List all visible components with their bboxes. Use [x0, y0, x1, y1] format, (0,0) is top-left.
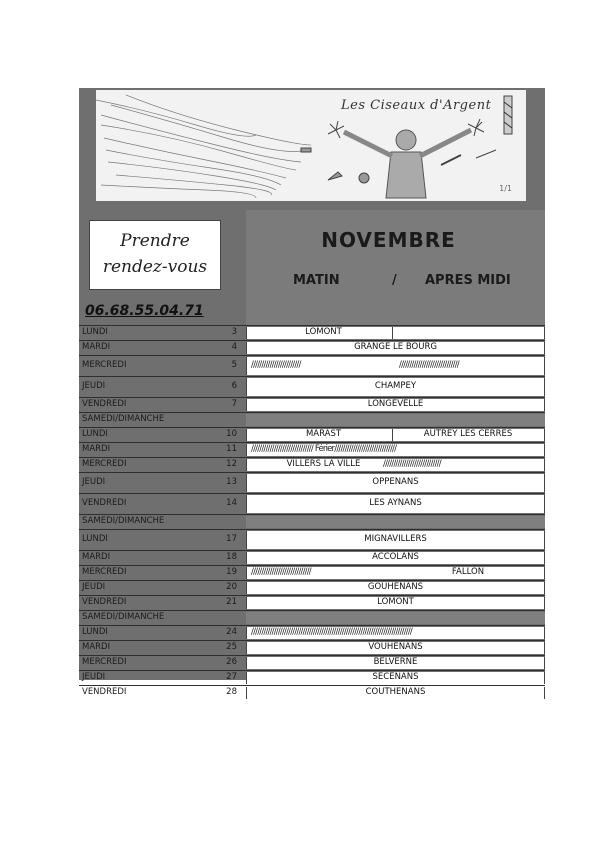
location-cell — [246, 357, 545, 375]
barber-pole-icon — [504, 96, 512, 134]
location-full-day: BELVERNE — [373, 657, 418, 667]
column-header-matin: MATIN — [293, 273, 340, 288]
location-full-day: GRANGE LE BOURG — [354, 342, 437, 352]
schedule-row — [79, 655, 545, 670]
location-morning: LOMONT — [305, 327, 342, 337]
location-cell — [246, 552, 545, 564]
day-number: 10 — [226, 429, 237, 439]
location-cell — [246, 495, 545, 513]
schedule-row — [79, 325, 545, 340]
day-label: SAMEDI/DIMANCHE — [82, 414, 165, 424]
day-label: JEUDI — [82, 672, 106, 682]
closed-afternoon-hatch: //////////////////////////// — [383, 459, 441, 469]
location-cell — [246, 342, 545, 354]
banner-title: Les Ciseaux d'Argent — [341, 98, 492, 113]
day-label: VENDREDI — [82, 498, 127, 508]
location-morning: VILLERS LA VILLE — [286, 459, 361, 469]
schedule-row — [79, 565, 545, 580]
location-cell — [246, 459, 545, 471]
day-number: 21 — [226, 597, 237, 607]
day-number: 13 — [226, 477, 237, 487]
day-label: JEUDI — [82, 477, 106, 487]
day-label: VENDREDI — [82, 687, 127, 697]
day-number: 5 — [231, 360, 237, 370]
day-label: MERCREDI — [82, 567, 127, 577]
booking-box[interactable] — [89, 220, 221, 290]
location-full-day: GOUHENANS — [367, 582, 424, 592]
schedule-row — [79, 397, 545, 412]
day-label: MARDI — [82, 342, 111, 352]
month-title: NOVEMBRE — [321, 228, 456, 252]
location-cell — [246, 531, 545, 549]
banner-code: 1/1 — [499, 184, 512, 193]
salon-banner — [96, 90, 526, 201]
closed-day-hatch: ////////////////////////////// Férier////////////////////////////// — [251, 444, 397, 454]
location-cell — [246, 516, 545, 528]
schedule-row — [79, 640, 545, 655]
location-cell — [246, 429, 545, 441]
day-number: 20 — [226, 582, 237, 592]
location-cell — [246, 642, 545, 654]
day-number: 24 — [226, 627, 237, 637]
day-number: 28 — [226, 687, 237, 697]
day-label: SAMEDI/DIMANCHE — [82, 612, 165, 622]
schedule-row — [79, 580, 545, 595]
day-label: LUNDI — [82, 327, 108, 337]
weekend-row — [79, 412, 545, 427]
location-full-day: MIGNAVILLERS — [364, 534, 427, 544]
day-number: 7 — [231, 399, 237, 409]
location-cell — [246, 399, 545, 411]
location-full-day: COUTHENANS — [365, 687, 426, 697]
schedule-table — [79, 325, 545, 700]
day-label: JEUDI — [82, 582, 106, 592]
closed-afternoon-hatch: ///////////////////////////// — [399, 360, 459, 370]
day-number: 27 — [226, 672, 237, 682]
schedule-row — [79, 529, 545, 550]
figure-icon — [344, 130, 471, 198]
location-cell — [246, 612, 545, 624]
day-label: JEUDI — [82, 381, 106, 391]
day-label: LUNDI — [82, 627, 108, 637]
location-cell — [246, 378, 545, 396]
day-label: MARDI — [82, 444, 111, 454]
day-number: 3 — [231, 327, 237, 337]
location-cell — [246, 444, 545, 456]
booking-text-line2: rendez-vous — [102, 257, 208, 277]
column-header-apres-midi: APRES MIDI — [425, 273, 511, 288]
day-label: MERCREDI — [82, 657, 127, 667]
booking-text-line1: Prendre — [120, 231, 190, 251]
day-number: 17 — [226, 534, 237, 544]
schedule-row — [79, 427, 545, 442]
location-full-day: ACCOLANS — [372, 552, 419, 562]
weekend-row — [79, 514, 545, 529]
location-full-day: VOUHENANS — [368, 642, 423, 652]
day-number: 26 — [226, 657, 237, 667]
day-number: 19 — [226, 567, 237, 577]
location-cell — [246, 657, 545, 669]
schedule-row — [79, 340, 545, 355]
schedule-row — [79, 472, 545, 493]
location-full-day: LOMONT — [377, 597, 414, 607]
day-label: VENDREDI — [82, 399, 127, 409]
day-number: 11 — [226, 444, 237, 454]
day-number: 14 — [226, 498, 237, 508]
location-cell — [246, 567, 545, 579]
location-morning: MARAST — [305, 429, 342, 439]
schedule-row — [79, 355, 545, 376]
schedule-row — [79, 493, 545, 514]
location-full-day: SECENANS — [372, 672, 419, 682]
day-number: 6 — [231, 381, 237, 391]
closed-morning-hatch: ///////////////////////////// — [251, 567, 311, 577]
schedule-row — [79, 625, 545, 640]
day-label: LUNDI — [82, 429, 108, 439]
schedule-row — [79, 595, 545, 610]
schedule-row — [79, 442, 545, 457]
location-afternoon: FALLON — [451, 567, 485, 577]
day-label: MERCREDI — [82, 459, 127, 469]
location-full-day: LES AYNANS — [369, 498, 422, 508]
location-full-day: CHAMPEY — [374, 381, 417, 391]
schedule-row — [79, 550, 545, 565]
day-label: MARDI — [82, 552, 111, 562]
schedule-row — [79, 457, 545, 472]
location-cell — [246, 627, 545, 639]
location-cell — [246, 597, 545, 609]
location-cell — [246, 672, 545, 684]
day-label: MARDI — [82, 642, 111, 652]
day-number: 18 — [226, 552, 237, 562]
location-cell — [246, 414, 545, 426]
location-cell — [246, 327, 545, 339]
day-number: 25 — [226, 642, 237, 652]
column-header-separator: / — [392, 273, 397, 288]
location-cell — [246, 474, 545, 492]
day-label: MERCREDI — [82, 360, 127, 370]
day-label: SAMEDI/DIMANCHE — [82, 516, 165, 526]
closed-morning-hatch: //////////////////////// — [251, 360, 301, 370]
day-number: 12 — [226, 459, 237, 469]
day-label: VENDREDI — [82, 597, 127, 607]
location-full-day: LONGEVELLE — [367, 399, 424, 409]
location-afternoon: AUTREY LES CERRES — [423, 429, 513, 439]
location-cell — [246, 582, 545, 594]
day-label: LUNDI — [82, 534, 108, 544]
schedule-row — [79, 670, 545, 685]
weekend-row — [79, 610, 545, 625]
schedule-row — [79, 685, 545, 700]
cell-divider — [392, 327, 393, 339]
location-cell — [246, 687, 545, 699]
day-number: 4 — [231, 342, 237, 352]
closed-day-hatch: ////////////////////////////////////////////////////////////////////////////// — [251, 627, 412, 637]
phone-number[interactable]: 06.68.55.04.71 — [85, 303, 204, 319]
schedule-row — [79, 376, 545, 397]
location-full-day: OPPENANS — [372, 477, 419, 487]
